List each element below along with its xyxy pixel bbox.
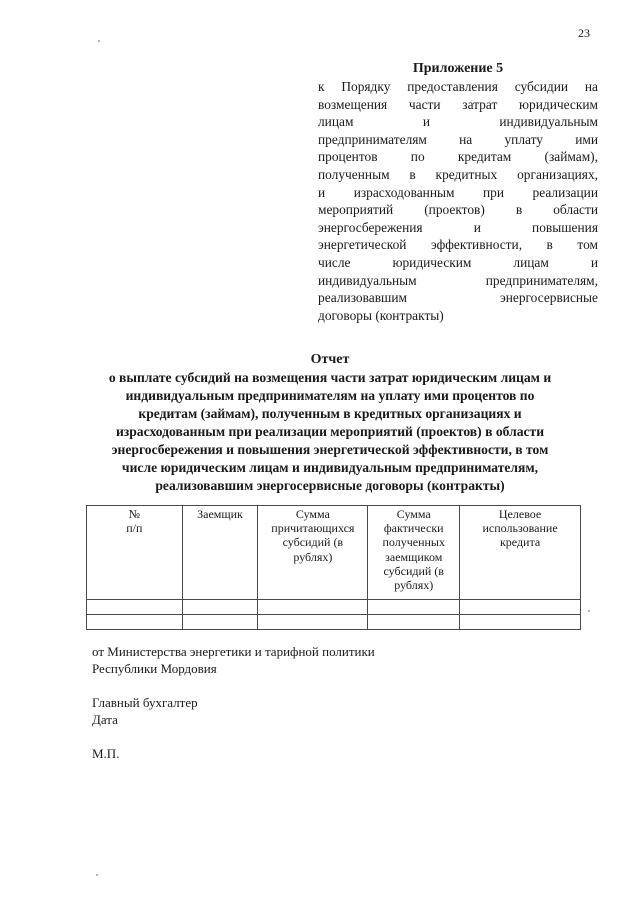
- table-header-row: [87, 506, 581, 600]
- ministry-line: от Министерства энергетики и тарифной политики: [92, 644, 375, 659]
- header-text: Заемщик: [197, 507, 243, 521]
- appendix-block: [318, 60, 598, 324]
- scan-speck: [96, 874, 98, 876]
- header-text: заемщиком: [385, 549, 443, 564]
- header-cell-received-subsidy: [368, 506, 460, 600]
- appendix-line: к Порядку предоставления субсидии на: [318, 79, 598, 94]
- appendix-line: и израсходованным при реализации: [318, 184, 598, 200]
- table-row: [87, 600, 581, 615]
- date-label: Дата: [92, 712, 118, 727]
- header-text: п/п: [126, 521, 143, 536]
- appendix-line: энергетической эффективности, в том: [318, 237, 598, 253]
- header-text: полученных: [382, 535, 445, 550]
- report-title: Отчет: [310, 352, 350, 367]
- table-cell: [182, 600, 258, 615]
- header-text: Целевое: [498, 507, 542, 521]
- appendix-line: процентов по кредитам (займам),: [318, 149, 598, 165]
- header-text: Сумма: [295, 507, 330, 521]
- chief-accountant-label: Главный бухгалтер: [92, 695, 198, 710]
- header-text: Сумма: [396, 507, 431, 521]
- appendix-title: Приложение 5: [412, 61, 504, 76]
- report-subtitle-line: реализовавшим энергосервисные договоры (контракты): [155, 478, 505, 493]
- table-cell: [182, 615, 258, 630]
- table-cell: [368, 615, 460, 630]
- header-text: использование: [482, 521, 558, 536]
- header-text: рублях): [394, 578, 434, 593]
- appendix-line: полученным в кредитных организациях,: [318, 166, 598, 182]
- appendix-line: возмещения части затрат юридическим: [318, 96, 598, 112]
- report-subtitle-line: индивидуальным предпринимателям на уплату ими процентов по: [125, 388, 535, 403]
- header-text: субсидий (в: [383, 563, 444, 578]
- header-cell-due-subsidy: [258, 506, 368, 600]
- header-cell-number: [87, 506, 183, 600]
- report-subtitle-line: энергосбережения и повышения энергетической эффективности, в том: [111, 442, 549, 457]
- appendix-line: договоры (контракты): [318, 307, 444, 323]
- table-cell: [258, 600, 368, 615]
- table-cell: [460, 615, 581, 630]
- header-text: рублях): [293, 549, 333, 564]
- header-text: причитающихся: [271, 521, 355, 536]
- header-text: №: [128, 507, 141, 521]
- subsidy-report-table: [86, 505, 581, 630]
- header-text: субсидий (в: [282, 535, 344, 550]
- ministry-line: Республики Мордовия: [92, 661, 217, 676]
- table-row: [87, 615, 581, 630]
- appendix-line: реализовавшим энергосервисные: [318, 290, 598, 306]
- report-subtitle-line: кредитам (займам), полученным в кредитных организациях и: [138, 406, 522, 421]
- appendix-line: индивидуальным предпринимателям,: [318, 272, 598, 288]
- report-subtitle-line: израсходованным при реализации мероприятий (проектов) в области: [115, 424, 545, 439]
- signature-block: [92, 643, 375, 762]
- report-heading: [70, 351, 590, 495]
- table-cell: [87, 600, 183, 615]
- appendix-line: лицам и индивидуальным: [318, 114, 598, 130]
- appendix-line: мероприятий (проектов) в области: [318, 202, 598, 218]
- report-subtitle-line: о выплате субсидий на возмещения части затрат юридическим лицам и: [108, 370, 552, 385]
- scan-speck: [98, 40, 100, 42]
- appendix-text: [318, 78, 598, 324]
- header-cell-credit-purpose: [460, 506, 581, 600]
- header-text: фактически: [383, 521, 444, 536]
- table-cell: [460, 600, 581, 615]
- seal-label: М.П.: [92, 746, 120, 761]
- table-cell: [258, 615, 368, 630]
- appendix-line: предпринимателям на уплату ими: [318, 131, 598, 147]
- table-cell: [87, 615, 183, 630]
- appendix-line: энергосбережения и повышения: [318, 219, 598, 235]
- scan-speck: [588, 610, 590, 612]
- report-subtitle-line: числе юридическим лицам и индивидуальным предпринимателям,: [121, 460, 539, 475]
- page-number: 23: [578, 26, 590, 40]
- table-cell: [368, 600, 460, 615]
- header-cell-borrower: [182, 506, 258, 600]
- header-text: кредита: [499, 535, 541, 550]
- appendix-line: числе юридическим лицам и: [318, 254, 598, 270]
